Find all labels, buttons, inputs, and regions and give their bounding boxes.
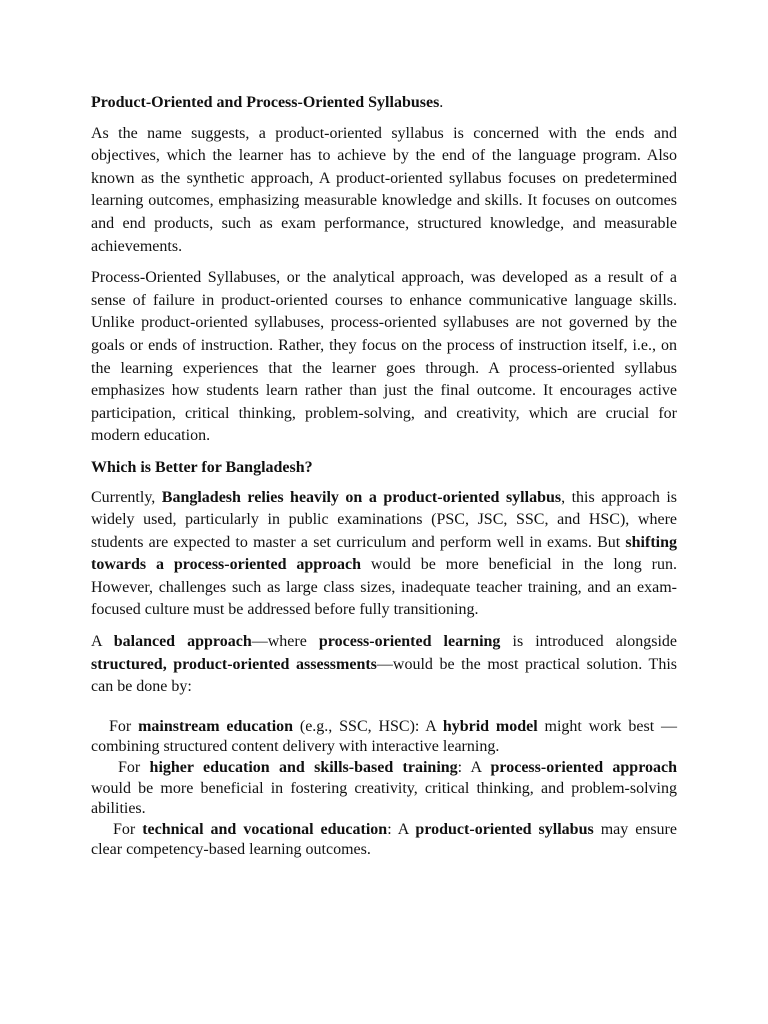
text-run: : A — [457, 759, 491, 777]
text-run: would be more beneficial in the long run. However, challenges such as large class sizes, inadequate teacher training, and an exam-focused culture must be addressed before fully transitioning. — [91, 556, 678, 619]
text-run: , this approach is widely used, particularly in public examinations (PSC, JSC, SSC, and HSC), where students are expected to master a set curriculum and perform well in exams. But — [91, 488, 678, 551]
title-period: . — [439, 94, 444, 111]
list-item — [91, 820, 677, 861]
text-run: is introduced alongside — [500, 633, 678, 651]
bold-run: mainstream education — [138, 717, 294, 735]
document-page — [91, 92, 677, 861]
text-run: For — [113, 820, 143, 838]
bold-run: technical and vocational education — [142, 820, 388, 838]
bold-run: process-oriented approach — [490, 759, 678, 777]
bold-run: shifting towards a process-oriented approach — [91, 533, 677, 574]
text-run: For — [118, 759, 150, 777]
bold-run: process-oriented learning — [318, 633, 501, 651]
list-item — [91, 758, 677, 820]
section-heading — [91, 457, 677, 480]
text-run: —would be the most practical solution. This can be done by: — [91, 655, 677, 696]
title-text: Product-Oriented and Process-Oriented Syllabuses — [91, 94, 440, 111]
paragraph-balanced-approach — [91, 631, 677, 699]
text-run: Currently, — [91, 488, 162, 506]
bold-run: product-oriented syllabus — [415, 820, 594, 838]
paragraph-process-oriented: Process-Oriented Syllabuses, or the analytical approach, was developed as a result of a sense of failure in product-oriented courses to enhance communicative language skills. Unlike product-oriented syllabuses, process-oriented syllabuses are not governed by the goals or ends of instruction. Rather, they focus on the process of instruction itself, i.e., on the learning experiences that the learner goes through. A process-oriented syllabus emphasizes how students learn rather than just the final outcome. It encourages active participation, critical thinking, problem-solving, and creativity, which are crucial for modern education. — [91, 269, 677, 445]
text-run: would be more beneficial in fostering creativity, critical thinking, and problem-solving abilities. — [91, 779, 677, 818]
list-item — [91, 717, 677, 758]
text-run: (e.g., SSC, HSC): A — [293, 717, 443, 735]
text-run: A — [91, 633, 114, 651]
text-run: might work best —combining structured content delivery with interactive learning. — [91, 717, 678, 756]
paragraph-current-state — [91, 487, 677, 623]
bold-run: Bangladesh relies heavily on a product-oriented syllabus — [161, 488, 562, 506]
text-run: : A — [387, 820, 416, 838]
text-run: For — [109, 717, 139, 735]
text-run: may ensure clear competency-based learning outcomes. — [91, 820, 677, 859]
text-run: —where — [251, 633, 319, 651]
recommendation-list — [91, 717, 677, 861]
bold-run: higher education and skills-based training — [149, 759, 458, 777]
document-title — [91, 92, 677, 115]
bold-run: structured, product-oriented assessments — [91, 655, 377, 673]
paragraph-product-oriented: As the name suggests, a product-oriented syllabus is concerned with the ends and objectives, which the learner has to achieve by the end of the language program. Also known as the synthetic approach, A product-oriented syllabus focuses on predetermined learning outcomes, emphasizing measurable knowledge and skills. It focuses on outcomes and end products, such as exam performance, structured knowledge, and measurable achievements. — [91, 124, 677, 255]
bold-run: balanced approach — [113, 633, 252, 651]
section-heading-text: Which is Better for Bangladesh? — [91, 458, 313, 476]
bold-run: hybrid model — [442, 717, 538, 735]
